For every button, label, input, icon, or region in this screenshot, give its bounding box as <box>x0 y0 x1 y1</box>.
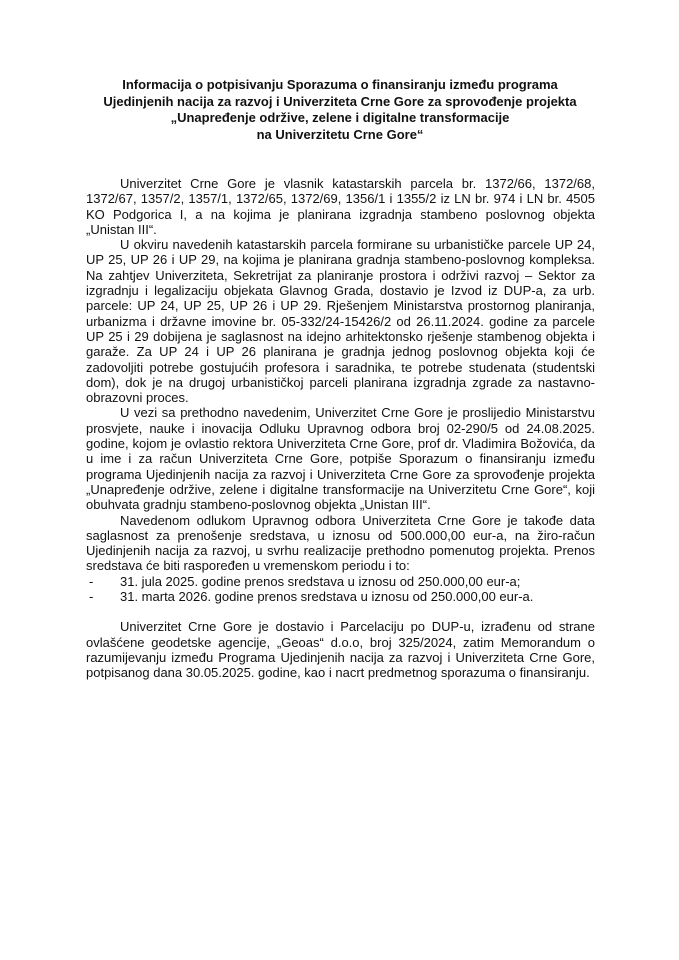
list-item-text: 31. marta 2026. godine prenos sredstava u iznosu od 250.000,00 eur-a. <box>120 589 534 605</box>
list-item <box>86 589 595 604</box>
list-dash: - <box>89 589 94 605</box>
transfer-schedule-list <box>86 574 595 605</box>
list-dash: - <box>89 573 94 589</box>
list-item-text: 31. jula 2025. godine prenos sredstava u iznosu od 250.000,00 eur-a; <box>120 573 521 589</box>
paragraph-funds-transfer: Navedenom odlukom Upravnog odbora Univerziteta Crne Gore je takođe data saglasnost za prenošenje sredstava, u iznosu od 500.000,00 eur-a, na žiro-račun Ujedinjenih nacija za razvoj, u svrhu realizacije prethodno pomenutog projekta. Prenos sredstava će biti raspoređen u vremenskom periodu i to: <box>86 512 595 574</box>
document-title <box>80 77 600 143</box>
paragraph-ownership: Univerzitet Crne Gore je vlasnik katastarskih parcela br. 1372/66, 1372/68, 1372/67, 1357/2, 1357/1, 1372/65, 1372/69, 1356/1 i 1355/2 iz LN br. 974 i LN br. 4505 KO Podgorica I, a na kojima je planirana izgradnja stambeno poslovnog objekta „Unistan III“. <box>86 176 595 237</box>
paragraph-urban-parcels: U okviru navedenih katastarskih parcela formirane su urbanističke parcele UP 24, UP 25, UP 26 i UP 29, na kojima je planirana gradnja stambeno-poslovnog kompleksa. Na zahtjev Univerziteta, Sekretrijat za planiranje prostora i održivi razvoj – Sektor za izgradnju i legalizaciju objekata Glavnog Grada, dostavio je Izvod iz DUP-a, za urb. parcele: UP 24, UP 25, UP 26 i UP 29. Rješenjem Ministarstva prostornog planiranja, urbanizma i državne imovine br. 05-332/24-15426/2 od 26.11.2024. godine za parcele UP 25 i 29 dobijena je saglasnost na idejno arhitektonsko rješenje stambenog objekta i garaže. Za UP 24 i UP 26 planirana je gradnja jednog poslovnog objekta koji će zadovoljiti potrebe gostujućih profesora i saradnika, te potrebe studenata (studentski dom), dok je na drugoj urbanističkoj parceli planirana izgradnja zgrade za nastavno-obrazovni proces. <box>86 237 595 406</box>
title-line: Ujedinjenih nacija za razvoj i Univerziteta Crne Gore za sprovođenje projekta <box>103 93 577 109</box>
document-body <box>86 176 595 681</box>
list-item <box>86 574 595 589</box>
title-line: Informacija o potpisivanju Sporazuma o finansiranju između programa <box>122 77 558 92</box>
paragraph-closing: Univerzitet Crne Gore je dostavio i Parcelaciju po DUP-u, izrađenu od strane ovlašćene geodetske agencije, „Geoas“ d.o.o, broj 325/2024, zatim Memorandum o razumijevanju između Programa Ujedinjenih nacija za razvoj i Univerziteta Crne Gore, potpisanog dana 30.05.2025. godine, kao i nacrt predmetnog sporazuma o finansiranju. <box>86 619 595 681</box>
paragraph-board-decision: U vezi sa prethodno navedenim, Univerzitet Crne Gore je proslijedio Ministarstvu prosvjete, nauke i inovacija Odluku Upravnog odbora broj 02-290/5 od 24.08.2025. godine, kojom je ovlastio rektora Univerziteta Crne Gore, prof dr. Vladimira Božovića, da u ime i za račun Univerziteta Crne Gore, potpiše Sporazum o finansiranju između programa Ujedinjenih nacija za razvoj i Univerziteta Crne Gore za sprovođenje projekta „Unapređenje održive, zelene i digitalne transformacije na Univerzitetu Crne Gore“, koji obuhvata gradnju stambeno-poslovnog objekta „Unistan III“. <box>86 405 595 513</box>
title-line: „Unapređenje održive, zelene i digitalne transformacije <box>170 110 510 126</box>
title-line: na Univerzitetu Crne Gore“ <box>256 126 424 142</box>
